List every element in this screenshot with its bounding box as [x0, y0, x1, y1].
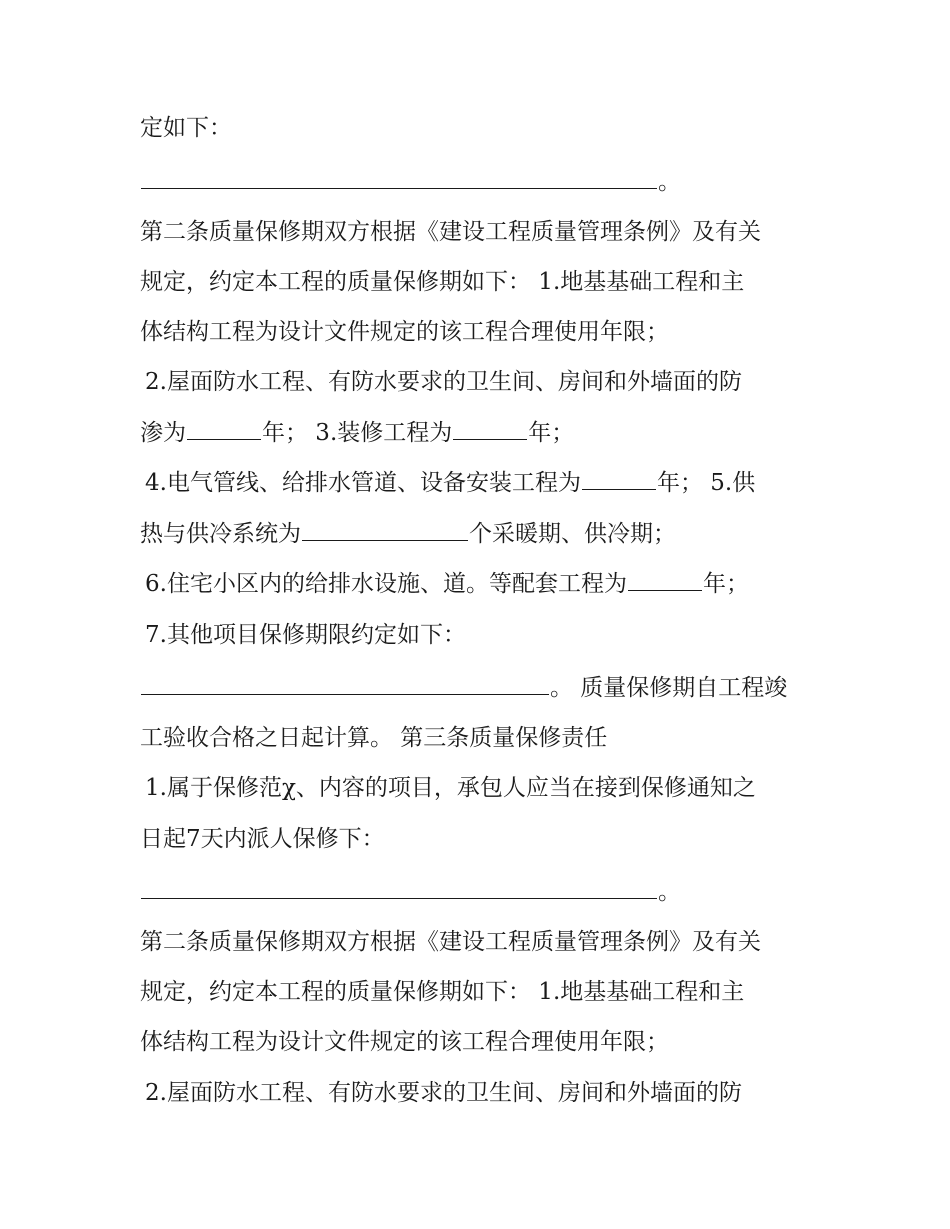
line-text: 体结构工程为设计文件规定的该工程合理使用年限； [140, 1029, 669, 1055]
line-text: 6.住宅小区内的给排水设施、道。等配套工程为 [145, 571, 627, 597]
fill-blank [141, 672, 549, 695]
line-text: 第二条质量保修期双方根据《建设工程质量管理条例》及有关 [140, 219, 761, 245]
text-line [140, 316, 840, 348]
text-line [140, 672, 840, 704]
text-line [140, 1077, 840, 1109]
line-text: 年； [528, 420, 575, 446]
line-text: 年； 3.装修工程为 [262, 420, 453, 446]
fill-blank [141, 166, 657, 189]
text-line [140, 266, 840, 298]
fill-blank [582, 467, 656, 490]
line-text: 7.其他项目保修期限约定如下： [145, 622, 466, 648]
text-line [140, 417, 840, 449]
line-text: 体结构工程为设计文件规定的该工程合理使用年限； [140, 319, 669, 345]
text-line [140, 876, 840, 908]
text-line [140, 823, 840, 855]
text-line [140, 619, 840, 651]
line-text: 日起7天内派人保修下： [140, 826, 385, 852]
line-text: 渗为 [140, 420, 186, 446]
text-line [140, 722, 840, 754]
line-text: 年； 5.供 [656, 470, 756, 496]
line-text: 规定，约定本工程的质量保修期如下： 1.地基基础工程和主 [140, 979, 745, 1005]
line-text: 。 [658, 169, 681, 195]
text-line [140, 467, 840, 499]
line-text: 。 质量保修期自工程竣 [550, 675, 788, 701]
fill-blank [453, 417, 527, 440]
fill-blank [628, 568, 702, 591]
text-line [140, 216, 840, 248]
text-line [140, 1026, 840, 1058]
line-text: 1.属于保修范χ、内容的项目，承包人应当在接到保修通知之 [145, 775, 756, 801]
line-text: 年； [702, 571, 749, 597]
line-text: 第二条质量保修期双方根据《建设工程质量管理条例》及有关 [140, 929, 761, 955]
line-text: 定如下： [140, 115, 232, 141]
line-text: 2.屋面防水工程、有防水要求的卫生间、房间和外墙面的防 [145, 1080, 742, 1106]
line-text: 。 [658, 879, 681, 905]
text-line [140, 926, 840, 958]
line-text: 热与供冷系统为 [140, 521, 301, 547]
text-line [140, 112, 840, 144]
text-line [140, 166, 840, 198]
fill-blank [187, 417, 261, 440]
line-text: 规定，约定本工程的质量保修期如下： 1.地基基础工程和主 [140, 269, 745, 295]
fill-blank [141, 876, 657, 899]
text-line [140, 976, 840, 1008]
text-line [140, 366, 840, 398]
text-line [140, 518, 840, 550]
text-line [140, 772, 840, 804]
fill-blank [302, 518, 468, 541]
line-text: 工验收合格之日起计算。 第三条质量保修责任 [140, 725, 608, 751]
line-text: 2.屋面防水工程、有防水要求的卫生间、房间和外墙面的防 [145, 369, 742, 395]
line-text: 4.电气管线、给排水管道、设备安装工程为 [145, 470, 581, 496]
text-line [140, 568, 840, 600]
line-text: 个采暖期、供冷期； [469, 521, 676, 547]
